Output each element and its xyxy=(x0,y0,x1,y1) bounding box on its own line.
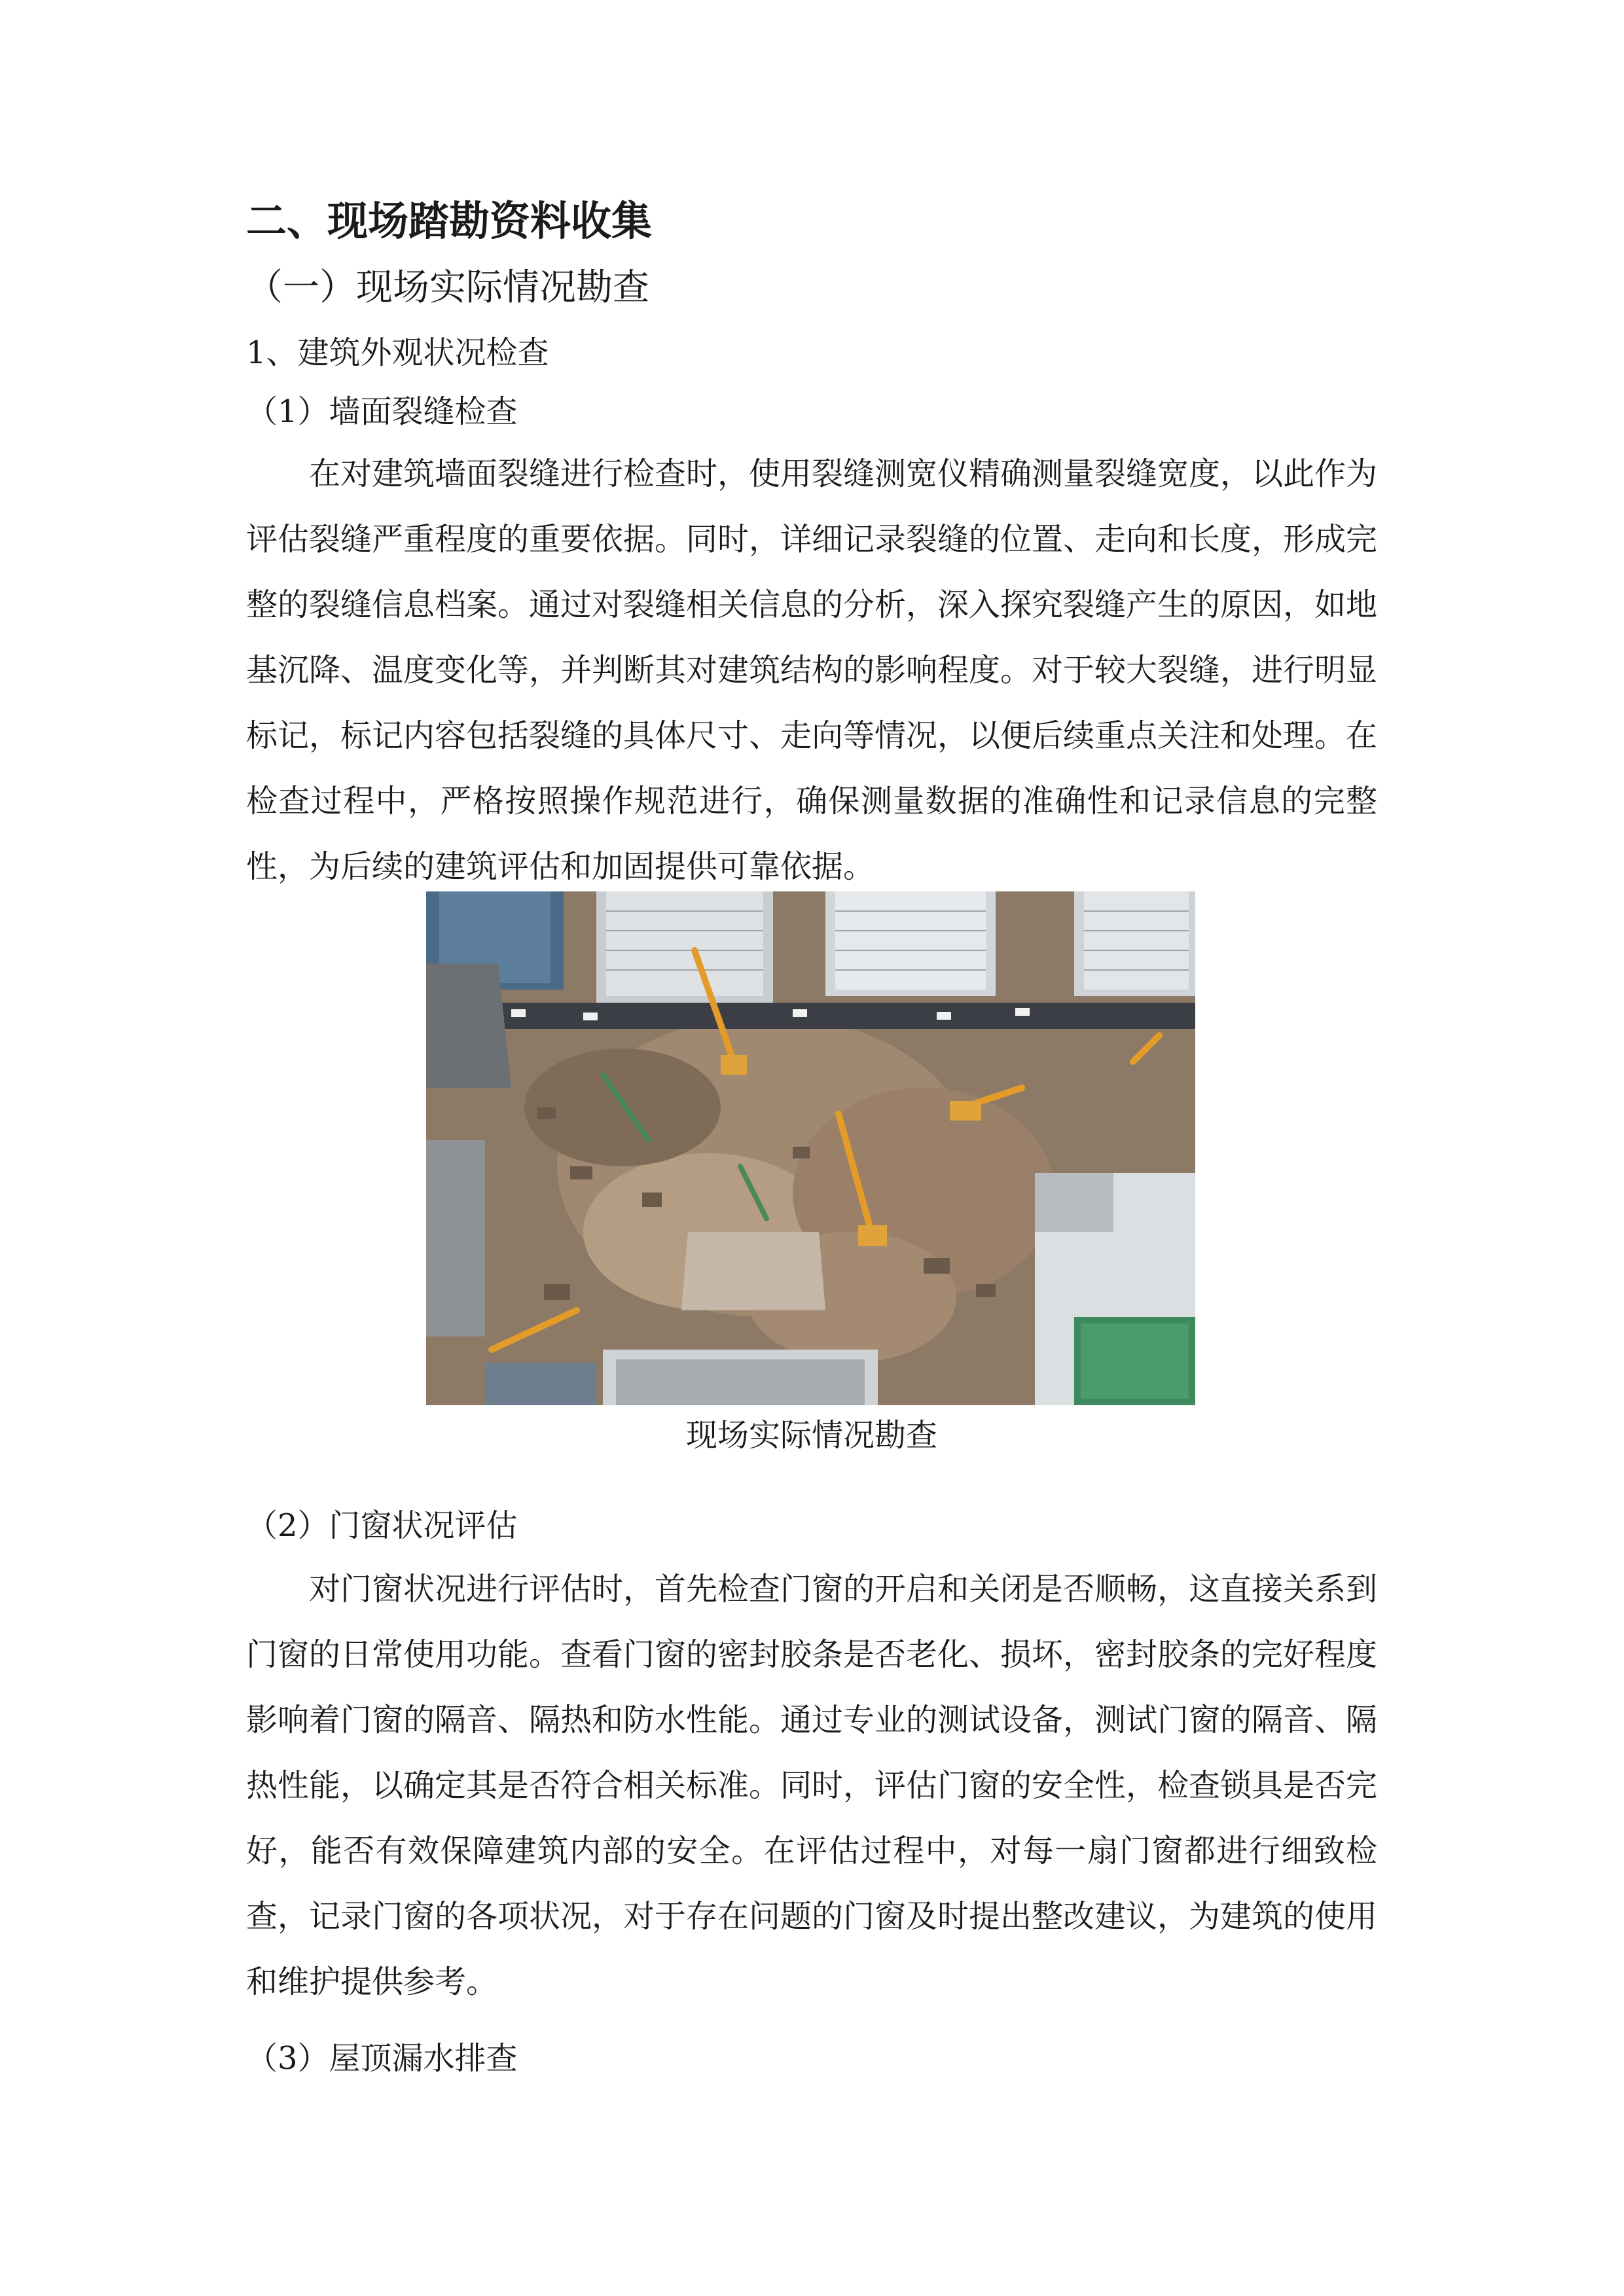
item-heading-doors-windows: （2）门窗状况评估 xyxy=(246,1507,518,1544)
paragraph-wall-cracks: 在对建筑墙面裂缝进行检查时，使用裂缝测宽仪精确测量裂缝宽度，以此作为评估裂缝严重程度的重要依据。同时，详细记录裂缝的位置、走向和长度，形成完整的裂缝信息档案。通过对裂缝相关信息的分析，深入探究裂缝产生的原因，如地基沉降、温度变化等，并判断其对建筑结构的影响程度。对于较大裂缝，进行明显标记，标记内容包括裂缝的具体尺寸、走向等情况，以便后续重点关注和处理。在检查过程中，严格按照操作规范进行，确保测量数据的准确性和记录信息的完整性，为后续的建筑评估和加固提供可靠依据。 xyxy=(246,456,1378,885)
item-heading-wall-cracks: （1）墙面裂缝检查 xyxy=(246,393,518,430)
item-heading-roof-leak: （3）屋顶漏水排查 xyxy=(246,2040,518,2077)
paragraph-doors-windows: 对门窗状况进行评估时，首先检查门窗的开启和关闭是否顺畅，这直接关系到门窗的日常使用功能。查看门窗的密封胶条是否老化、损坏，密封胶条的完好程度影响着门窗的隔音、隔热和防水性能。通过专业的测试设备，测试门窗的隔音、隔热性能，以确定其是否符合相关标准。同时，评估门窗的安全性，检查锁具是否完好，能否有效保障建筑内部的安全。在评估过程中，对每一扇门窗都进行细致检查，记录门窗的各项状况，对于存在问题的门窗及时提出整改建议，为建筑的使用和维护提供参考。 xyxy=(246,1571,1378,2000)
figure-caption: 现场实际情况勘查 xyxy=(685,1417,937,1454)
section-subtitle: （一）现场实际情况勘查 xyxy=(246,266,649,309)
construction-site-photo xyxy=(426,891,1195,1405)
subsection-title: 1、建筑外观状况检查 xyxy=(246,334,549,371)
section-title: 二、现场踏勘资料收集 xyxy=(246,197,653,245)
